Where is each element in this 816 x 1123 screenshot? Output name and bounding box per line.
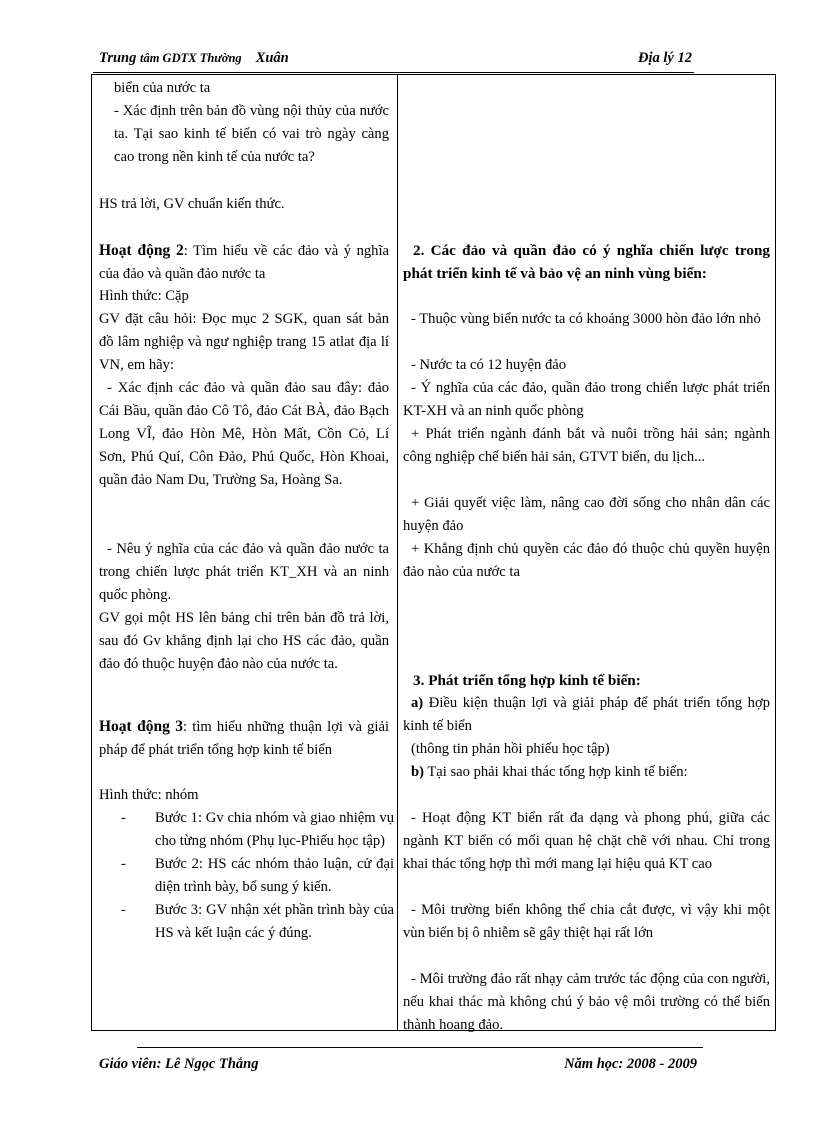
section-2-point: + Khẳng định chủ quyền các đảo đó thuộc chủ quyền huyện đảo nào của nước ta xyxy=(403,541,770,580)
lesson-table xyxy=(91,74,776,1031)
section-3-a-text: Điều kiện thuận lợi và giải pháp để phát triển tổng hợp kinh tế biển xyxy=(403,695,770,734)
activity-3-title-rest: : tìm hiểu những thuận lợi và giải pháp để phát triển tổng hợp kinh tế biển xyxy=(99,719,389,758)
footer-teacher: Giáo viên: Lê Ngọc Thắng xyxy=(99,1056,259,1072)
activity-2-teacher-note: GV gọi một HS lên bảng chỉ trên bản đồ trả lời, sau đó Gv khẳng định lại cho HS các đảo, quần đảo đó thuộc huyện đảo nào của nước ta. xyxy=(99,610,389,672)
section-3-b-label: b) xyxy=(411,764,424,780)
continued-question: - Xác định trên bản đồ vùng nội thủy của nước ta. Tại sao kinh tế biển có vai trò ngày càng cao trong nền kinh tế của nước ta? xyxy=(114,103,389,165)
activity-2-heading xyxy=(99,239,389,286)
step-item: - Bước 3: GV nhận xét phần trình bày của HS và kết luận các ý đúng. xyxy=(121,899,394,945)
page-footer xyxy=(99,1056,697,1078)
activity-2-form: Hình thức: Cặp xyxy=(99,288,189,304)
activity-2-task: GV đặt câu hỏi: Đọc mục 2 SGK, quan sát bản đồ lâm nghiệp và ngư nghiệp trang 15 atlat địa lí VN, em hãy: xyxy=(99,311,389,373)
header-school xyxy=(99,50,289,67)
header-school-center: tâm GDTX Thường xyxy=(139,51,242,65)
section-2-point: - Thuộc vùng biển nước ta có khoảng 3000 hòn đảo lớn nhỏ xyxy=(411,311,761,327)
activities-column xyxy=(99,75,394,1030)
section-2-point: + Phát triển ngành đánh bắt và nuôi trồng hải sản; ngành công nghiệp chế biến hải sản, GTVT biển, du lịch... xyxy=(403,426,770,465)
header-rule xyxy=(93,72,694,73)
header-subject: Địa lý 12 xyxy=(638,50,692,66)
section-3-a-note: (thông tin phản hồi phiếu học tập) xyxy=(411,741,610,757)
section-3-a-label: a) xyxy=(411,695,424,711)
section-3-a xyxy=(403,692,770,738)
activity-3-form: Hình thức: nhóm xyxy=(99,787,199,803)
section-2-title: 2. Các đảo và quần đảo có ý nghĩa chiến lược trong phát triển kinh tế và bảo vệ an ninh vùng biển: xyxy=(403,242,770,282)
section-3-point: - Môi trường đảo rất nhạy cảm trước tác động của con người, nếu khai thác mà không chú ý bảo vệ môi trường có thể biến thành hoang đảo. xyxy=(403,971,770,1033)
step-item: - Bước 2: HS các nhóm thảo luận, cử đại diện trình bày, bổ sung ý kiến. xyxy=(121,853,394,899)
activity-2-question-1: - Xác định các đảo và quần đảo sau đây: đảo Cái Bầu, quần đảo Cô Tô, đảo Cát BÀ, đảo Bạch Long VĨ, đảo Hòn Mê, Hòn Mất, Cồn Cỏ, Lí Sơn, Phú Quí, Côn Đảo, Phú Quốc, Hòn Khoai, quần đảo Nam Du, Trường Sa, Hoàng Sa. xyxy=(99,380,389,488)
step-item: - Bước 1: Gv chia nhóm và giao nhiệm vụ cho từng nhóm (Phụ lục-Phiếu học tập) xyxy=(121,807,394,853)
section-3-b-text: Tại sao phải khai thác tổng hợp kinh tế biển: xyxy=(427,764,688,780)
activity-3-title: Hoạt động 3 xyxy=(99,718,184,735)
continued-line: biển của nước ta xyxy=(114,80,211,96)
section-2-point: + Giải quyết việc làm, nâng cao đời sống cho nhân dân các huyện đảo xyxy=(403,495,770,534)
section-3-point: - Môi trường biển không thể chia cắt được, vì vậy khi một vùn biển bị ô nhiễm sẽ gây thiệt hại rất lớn xyxy=(403,902,770,941)
activity-3-heading xyxy=(99,715,389,762)
activity-3-steps xyxy=(121,807,394,945)
section-2-point: - Ý nghĩa của các đảo, quần đảo trong chiến lược phát triển KT-XH và an ninh quốc phòng xyxy=(403,380,770,419)
activity-2-question-2: - Nêu ý nghĩa của các đảo và quần đảo nước ta trong chiến lược phát triển KT_XH và an ninh quốc phòng. xyxy=(99,541,389,603)
content-column xyxy=(403,75,770,1033)
column-divider xyxy=(397,75,398,1030)
continued-answer: HS trả lời, GV chuẩn kiến thức. xyxy=(99,196,285,212)
section-3-point: - Hoạt động KT biển rất đa dạng và phong phú, giữa các ngành KT biển có mối quan hệ chặt chẽ với nhau. Chỉ trong khai thác tổng hợp thì mới mang lại hiệu quả KT cao xyxy=(403,810,770,872)
activity-2-title: Hoạt động 2 xyxy=(99,242,184,259)
footer-rule xyxy=(137,1047,703,1048)
header-school-suffix: Xuân xyxy=(255,50,289,66)
section-2-point: - Nước ta có 12 huyện đảo xyxy=(411,357,567,373)
page-header xyxy=(99,50,694,72)
section-3-title: 3. Phát triển tổng hợp kinh tế biển: xyxy=(413,672,641,689)
activity-2-title-rest: : Tìm hiểu về các đảo và ý nghĩa của đảo và quần đảo nước ta xyxy=(99,243,389,282)
footer-school-year: Năm học: 2008 - 2009 xyxy=(564,1056,697,1072)
section-3-b xyxy=(403,761,770,784)
header-school-prefix: Trung xyxy=(99,50,137,66)
